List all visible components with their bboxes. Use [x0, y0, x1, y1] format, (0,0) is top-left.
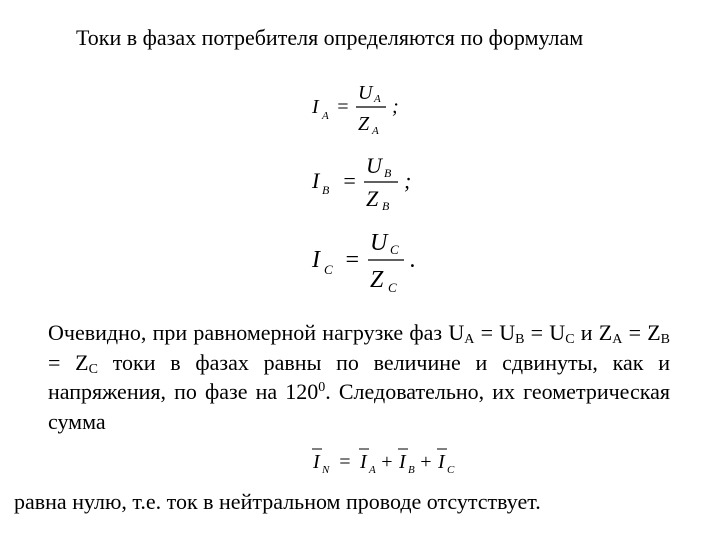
sum-current-a: I	[360, 451, 367, 473]
formula-ic-den-sub: C	[388, 280, 397, 295]
formula-ia-eq: =	[336, 96, 350, 118]
formula-ia-num: U	[358, 82, 373, 104]
formula-ia-end: ;	[392, 96, 399, 118]
sum-current-a-sub: A	[369, 464, 376, 476]
conclusion-text: равна нулю, т.е. ток в нейтральном проводе отсутствует.	[14, 489, 541, 514]
sum-plus-1: +	[380, 451, 394, 473]
page-heading: Токи в фазах потребителя определяются по формулам	[76, 25, 584, 50]
sum-current-b: I	[399, 451, 406, 473]
formula-vector-sum	[304, 440, 474, 480]
paragraph-subscript: A	[464, 332, 475, 347]
formula-ia	[300, 78, 420, 138]
formula-ic-num-sub: C	[390, 242, 399, 257]
formula-ib-end: ;	[404, 168, 412, 193]
paragraph-subscript: C	[88, 361, 98, 377]
formula-ic	[300, 226, 430, 298]
sum-current-c: I	[438, 451, 445, 473]
formula-ib-num: U	[366, 153, 382, 178]
paragraph-text: = U	[474, 320, 516, 345]
formula-ia-den-sub: A	[372, 125, 379, 137]
formula-ic-lhs-sub: C	[324, 262, 333, 277]
formula-ia-lhs: I	[312, 96, 319, 118]
sum-current-c-sub: C	[447, 464, 455, 476]
formula-ic-end: .	[410, 247, 416, 273]
formula-ib-den: Z	[366, 186, 379, 211]
sum-eq: =	[338, 451, 352, 473]
paragraph-text: . Следовательно, их геометрическая сумма	[48, 379, 670, 434]
paragraph-subscript: B	[660, 332, 670, 347]
formula-ia-den: Z	[358, 113, 370, 135]
formula-ib-den-sub: B	[382, 199, 390, 213]
formula-ic-den: Z	[370, 267, 384, 293]
formula-ib-lhs: I	[312, 168, 320, 193]
formula-ib-num-sub: B	[384, 166, 392, 180]
paragraph-text: токи в фазах равны по величине и сдвинуты, как и напряжения, по фазе на 120	[48, 349, 670, 404]
paragraph-text: Очевидно, при равномерной нагрузке фаз U	[48, 320, 465, 345]
formula-ic-lhs: I	[312, 247, 320, 273]
paragraph-superscript: 0	[318, 380, 326, 395]
paragraph-subscript: C	[565, 332, 575, 347]
formula-ib-eq: =	[342, 168, 357, 193]
sum-current-n: I	[313, 451, 320, 473]
sum-current-n-sub: N	[322, 464, 330, 476]
paragraph-text: = Z	[622, 320, 661, 345]
formula-ib-lhs-sub: B	[322, 183, 330, 197]
paragraph-subscript: B	[515, 332, 525, 347]
formula-ic-eq: =	[344, 247, 361, 273]
paragraph-text: и Z	[574, 320, 613, 345]
formula-ia-num-sub: A	[374, 93, 381, 105]
formula-ia-lhs-sub: A	[322, 110, 329, 122]
paragraph-subscript: A	[612, 332, 623, 347]
sum-current-b-sub: B	[408, 464, 415, 476]
paragraph-text: = U	[524, 320, 566, 345]
formula-ib	[300, 150, 430, 216]
paragraph-text: = Z	[48, 349, 89, 375]
formula-ic-num: U	[370, 230, 388, 256]
sum-plus-2: +	[419, 451, 433, 473]
explanation-paragraph	[48, 318, 670, 436]
